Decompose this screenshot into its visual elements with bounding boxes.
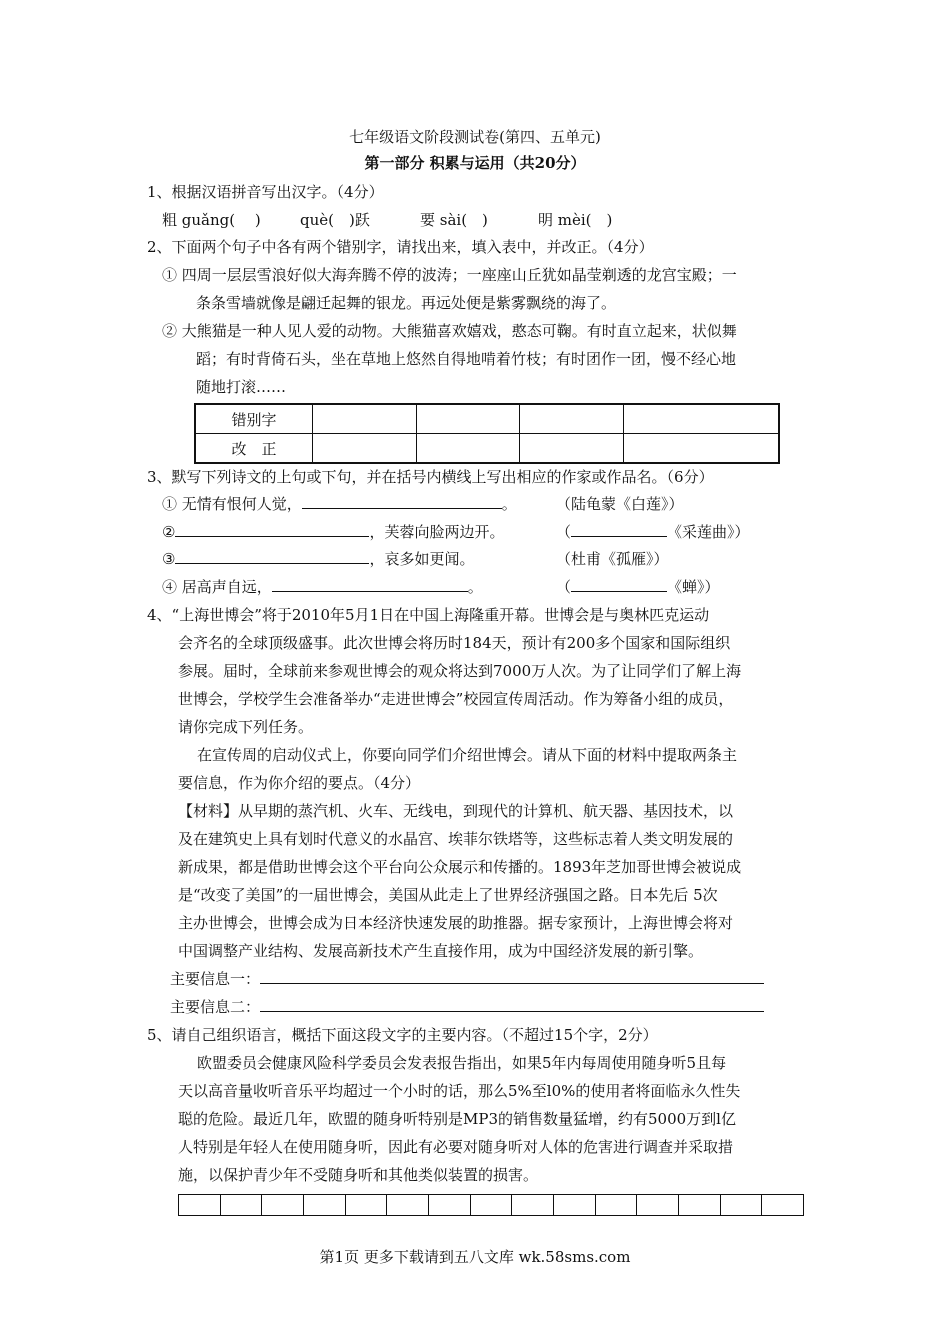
q3-line-3	[162, 549, 474, 569]
q1-item-2: què( )跃	[300, 211, 370, 229]
q4-line-5: 请你完成下列任务。	[178, 718, 314, 736]
info-label: 主要信息一：	[170, 970, 261, 988]
q2-sentence-1-cont: 条条雪墙就像是翩迁起舞的银龙。再远处便是紫雾飘绕的海了。	[196, 294, 617, 312]
answer-blank[interactable]	[571, 577, 667, 592]
source-title: 《蝉》）	[667, 578, 720, 596]
q4-info-1	[170, 969, 764, 989]
q2-stem: 2、下面两个句子中各有两个错别字，请找出来，填入表中，并改正。（4分）	[147, 238, 654, 256]
grid-cell[interactable]	[387, 1195, 429, 1215]
grid-cell[interactable]	[554, 1195, 596, 1215]
poem-text: ，芙蓉向脸两边开。	[369, 523, 505, 541]
paren: （	[556, 523, 572, 541]
answer-cell[interactable]	[623, 404, 779, 434]
q3-line-4	[162, 577, 483, 597]
answer-cell[interactable]	[520, 434, 624, 464]
answer-cell[interactable]	[313, 434, 417, 464]
grid-cell[interactable]	[596, 1195, 638, 1215]
answer-cell[interactable]	[623, 434, 779, 464]
grid-cell[interactable]	[179, 1195, 221, 1215]
grid-cell[interactable]	[429, 1195, 471, 1215]
q1-item-4: 明 mèi( )	[538, 211, 613, 229]
grid-cell[interactable]	[637, 1195, 679, 1215]
answer-cell[interactable]	[313, 404, 417, 434]
q4-material-5: 主办世博会，世博会成为日本经济快速发展的助推器。据专家预计，上海世博会将对	[178, 914, 734, 932]
grid-cell[interactable]	[471, 1195, 513, 1215]
q3-stem: 3、默写下列诗文的上句或下句，并在括号内横线上写出相应的作家或作品名。（6分）	[147, 468, 714, 486]
grid-cell[interactable]	[304, 1195, 346, 1215]
correction-table	[194, 403, 780, 464]
poem-text: ④ 居高声自远，	[162, 578, 272, 596]
source-title: 《采莲曲》）	[667, 523, 750, 541]
paren: （	[556, 578, 572, 596]
q4-line-4: 世博会，学校学生会准备举办“走进世博会”校园宣传周活动。作为筹备小组的成员，	[178, 690, 734, 708]
grid-cell[interactable]	[512, 1195, 554, 1215]
q1-stem: 1、根据汉语拼音写出汉字。（4分）	[147, 183, 384, 201]
q4-material-2: 及在建筑史上具有划时代意义的水晶宫、埃菲尔铁塔等，这些标志着人类文明发展的	[178, 830, 734, 848]
poem-text: 。	[501, 495, 517, 513]
q4-material-4: 是“改变了美国”的一届世博会，美国从此走上了世界经济强国之路。日本先后 5次	[178, 886, 718, 904]
q3-source-2	[556, 522, 750, 542]
info-label: 主要信息二：	[170, 998, 261, 1016]
answer-line[interactable]	[260, 969, 764, 984]
grid-cell[interactable]	[221, 1195, 263, 1215]
grid-cell[interactable]	[721, 1195, 763, 1215]
page-footer: 第1页 更多下载请到五八文库 wk.58sms.com	[319, 1248, 631, 1266]
q4-line-3: 参展。届时，全球前来参观世博会的观众将达到7000万人次。为了让同学们了解上海	[178, 662, 742, 680]
q2-sentence-2-cont: 蹈；有时背倚石头，坐在草地上悠然自得地啃着竹枝；有时团作一团，慢不经心地	[196, 350, 737, 368]
q5-stem: 5、请自己组织语言，概括下面这段文字的主要内容。（不超过15个字，2分）	[147, 1026, 658, 1044]
q2-sentence-2: ② 大熊猫是一种人见人爱的动物。大熊猫喜欢嬉戏，憨态可鞠。有时直立起来，状似舞	[162, 322, 737, 340]
poem-text: ②	[162, 523, 176, 541]
row-label-wrong: 错别字	[195, 404, 313, 434]
row-label-correct: 改 正	[195, 434, 313, 464]
q5-passage-5: 施，以保护青少年不受随身听和其他类似装置的损害。	[178, 1166, 539, 1184]
q4-line-2: 会齐名的全球顶级盛事。此次世博会将历时184天，预计有200多个国家和国际组织	[178, 634, 731, 652]
answer-blank[interactable]	[272, 577, 468, 592]
q3-line-2	[162, 522, 504, 542]
grid-cell[interactable]	[762, 1195, 803, 1215]
answer-line[interactable]	[260, 997, 764, 1012]
answer-blank[interactable]	[302, 494, 502, 509]
table-row	[195, 434, 779, 464]
document-title: 七年级语文阶段测试卷(第四、五单元)	[349, 128, 601, 146]
q4-task-2: 要信息，作为你介绍的要点。（4分）	[178, 774, 421, 792]
grid-cell[interactable]	[679, 1195, 721, 1215]
q4-material-6: 中国调整产业结构、发展高新技术产生直接作用，成为中国经济发展的新引擎。	[178, 942, 704, 960]
answer-blank[interactable]	[175, 522, 369, 537]
q1-item-1: 粗 guǎng( )	[162, 211, 261, 229]
q3-source-1: （陆龟蒙《白莲》）	[556, 495, 684, 513]
answer-blank[interactable]	[175, 549, 369, 564]
poem-text: ③	[162, 550, 176, 568]
q4-line-1: 4、“上海世博会”将于2010年5月1日在中国上海隆重开幕。世博会是与奥林匹克运动	[147, 606, 710, 624]
answer-blank[interactable]	[571, 522, 667, 537]
q2-sentence-1: ① 四周一层层雪浪好似大海奔腾不停的波涛；一座座山丘犹如晶莹剃透的龙宫宝殿；一	[162, 266, 737, 284]
q5-passage-3: 聪的危险。最近几年，欧盟的随身听特别是MP3的销售数量猛增，约有5000万到l亿	[178, 1110, 736, 1128]
q1-item-3: 要 sài( )	[420, 211, 488, 229]
q3-source-4	[556, 577, 720, 597]
q4-material-3: 新成果，都是借助世博会这个平台向公众展示和传播的。1893年芝加哥世博会被说成	[178, 858, 742, 876]
answer-cell[interactable]	[520, 404, 624, 434]
poem-text: ① 无情有恨何人觉，	[162, 495, 302, 513]
q5-passage-2: 天以高音量收听音乐平均超过一个小时的话，那么5%至l0%的使用者将面临永久性失	[178, 1082, 741, 1100]
q4-task-1: 在宣传周的启动仪式上，你要向同学们介绍世博会。请从下面的材料中提取两条主	[197, 746, 738, 764]
q3-line-1	[162, 494, 517, 514]
q4-material-1: 【材料】从早期的蒸汽机、火车、无线电，到现代的计算机、航天器、基因技术，以	[178, 802, 734, 820]
q4-info-2	[170, 997, 764, 1017]
q5-passage-4: 人特别是年轻人在使用随身听，因此有必要对随身听对人体的危害进行调查并采取措	[178, 1138, 734, 1156]
poem-text: 。	[467, 578, 483, 596]
q5-passage-1: 欧盟委员会健康风险科学委员会发表报告指出，如果5年内每周使用随身听5且每	[197, 1054, 727, 1072]
answer-grid[interactable]	[178, 1194, 804, 1216]
q2-sentence-2-end: 随地打滚……	[196, 378, 287, 396]
answer-cell[interactable]	[416, 434, 520, 464]
grid-cell[interactable]	[262, 1195, 304, 1215]
answer-cell[interactable]	[416, 404, 520, 434]
part-heading: 第一部分 积累与运用（共20分）	[364, 154, 586, 172]
table-row	[195, 404, 779, 434]
q3-source-3: （杜甫《孤雁》）	[556, 550, 669, 568]
grid-cell[interactable]	[346, 1195, 388, 1215]
poem-text: ，哀多如更闻。	[369, 550, 475, 568]
